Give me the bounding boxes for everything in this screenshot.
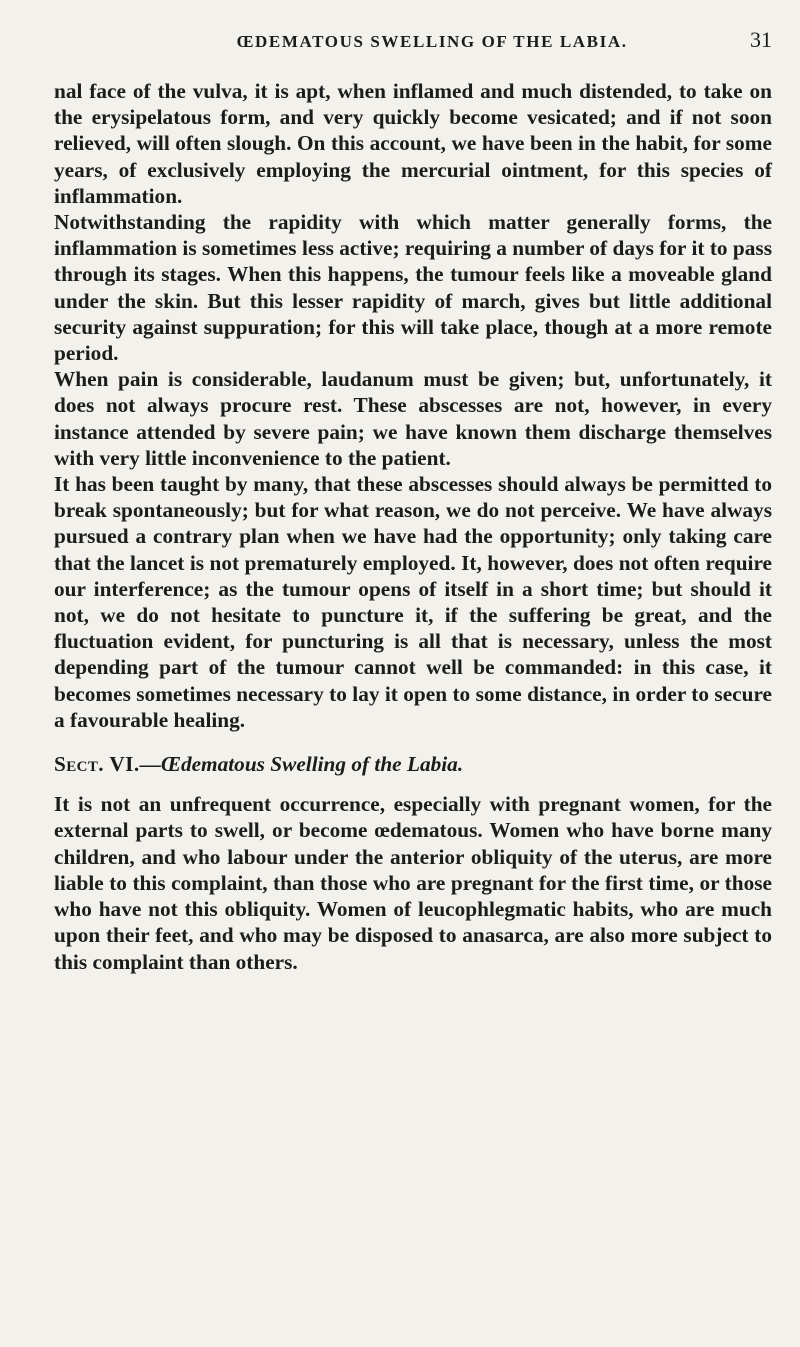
- page-number: 31: [750, 27, 772, 52]
- running-header: [54, 27, 772, 61]
- paragraph: When pain is considerable, laudanum must be given; but, unfortunately, it does not always procure rest. These abscesses are not, however, in every instance attended by severe pain; we have known them discharge themselves with very little inconvenience to the patient.: [54, 367, 772, 470]
- running-title: ŒDEMATOUS SWELLING OF THE LABIA.: [236, 32, 628, 51]
- section-title: Œdematous Swelling of the Labia.: [160, 752, 464, 777]
- section-dash: —: [139, 752, 161, 777]
- section-heading: [54, 751, 772, 777]
- paragraph: It is not an unfrequent occurrence, especially with pregnant women, for the external parts to swell, or become œdematous. Women who have borne many children, and who labour under the anterior obliquity of the uterus, are more liable to this complaint, than those who are pregnant for the first time, or those who have not this obliquity. Women of leucophlegmatic habits, who are much upon their feet, and who may be disposed to anasarca, are also more subject to this complaint than others.: [54, 792, 772, 974]
- paragraph: It has been taught by many, that these abscesses should always be permitted to break spontaneously; but for what reason, we do not perceive. We have always pursued a contrary plan when we have had the opportunity; only taking care that the lancet is not prematurely employed. It, however, does not often require our interference; as the tumour opens of itself in a short time; but should it not, we do not hesitate to puncture it, if the suffering be great, and the fluctuation evident, for puncturing is all that is necessary, unless the most depending part of the tumour cannot well be commanded: in this case, it becomes sometimes necessary to lay it open to some distance, in order to secure a favourable healing.: [54, 472, 772, 732]
- paragraph-continuation: nal face of the vulva, it is apt, when inflamed and much distended, to take on the erysipelatous form, and very quickly become vesicated; and if not soon relieved, will often slough. On this account, we have been in the habit, for some years, of exclusively employing the mercurial ointment, for this species of inflammation.: [54, 79, 772, 208]
- section-label: Sect. VI.: [54, 752, 140, 777]
- paragraph: Notwithstanding the rapidity with which matter generally forms, the inflammation is sometimes less active; requiring a number of days for it to pass through its stages. When this happens, the tumour feels like a moveable gland under the skin. But this lesser rapidity of march, gives but little additional security against suppuration; for this will take place, though at a more remote period.: [54, 210, 772, 366]
- page-body: [54, 78, 772, 975]
